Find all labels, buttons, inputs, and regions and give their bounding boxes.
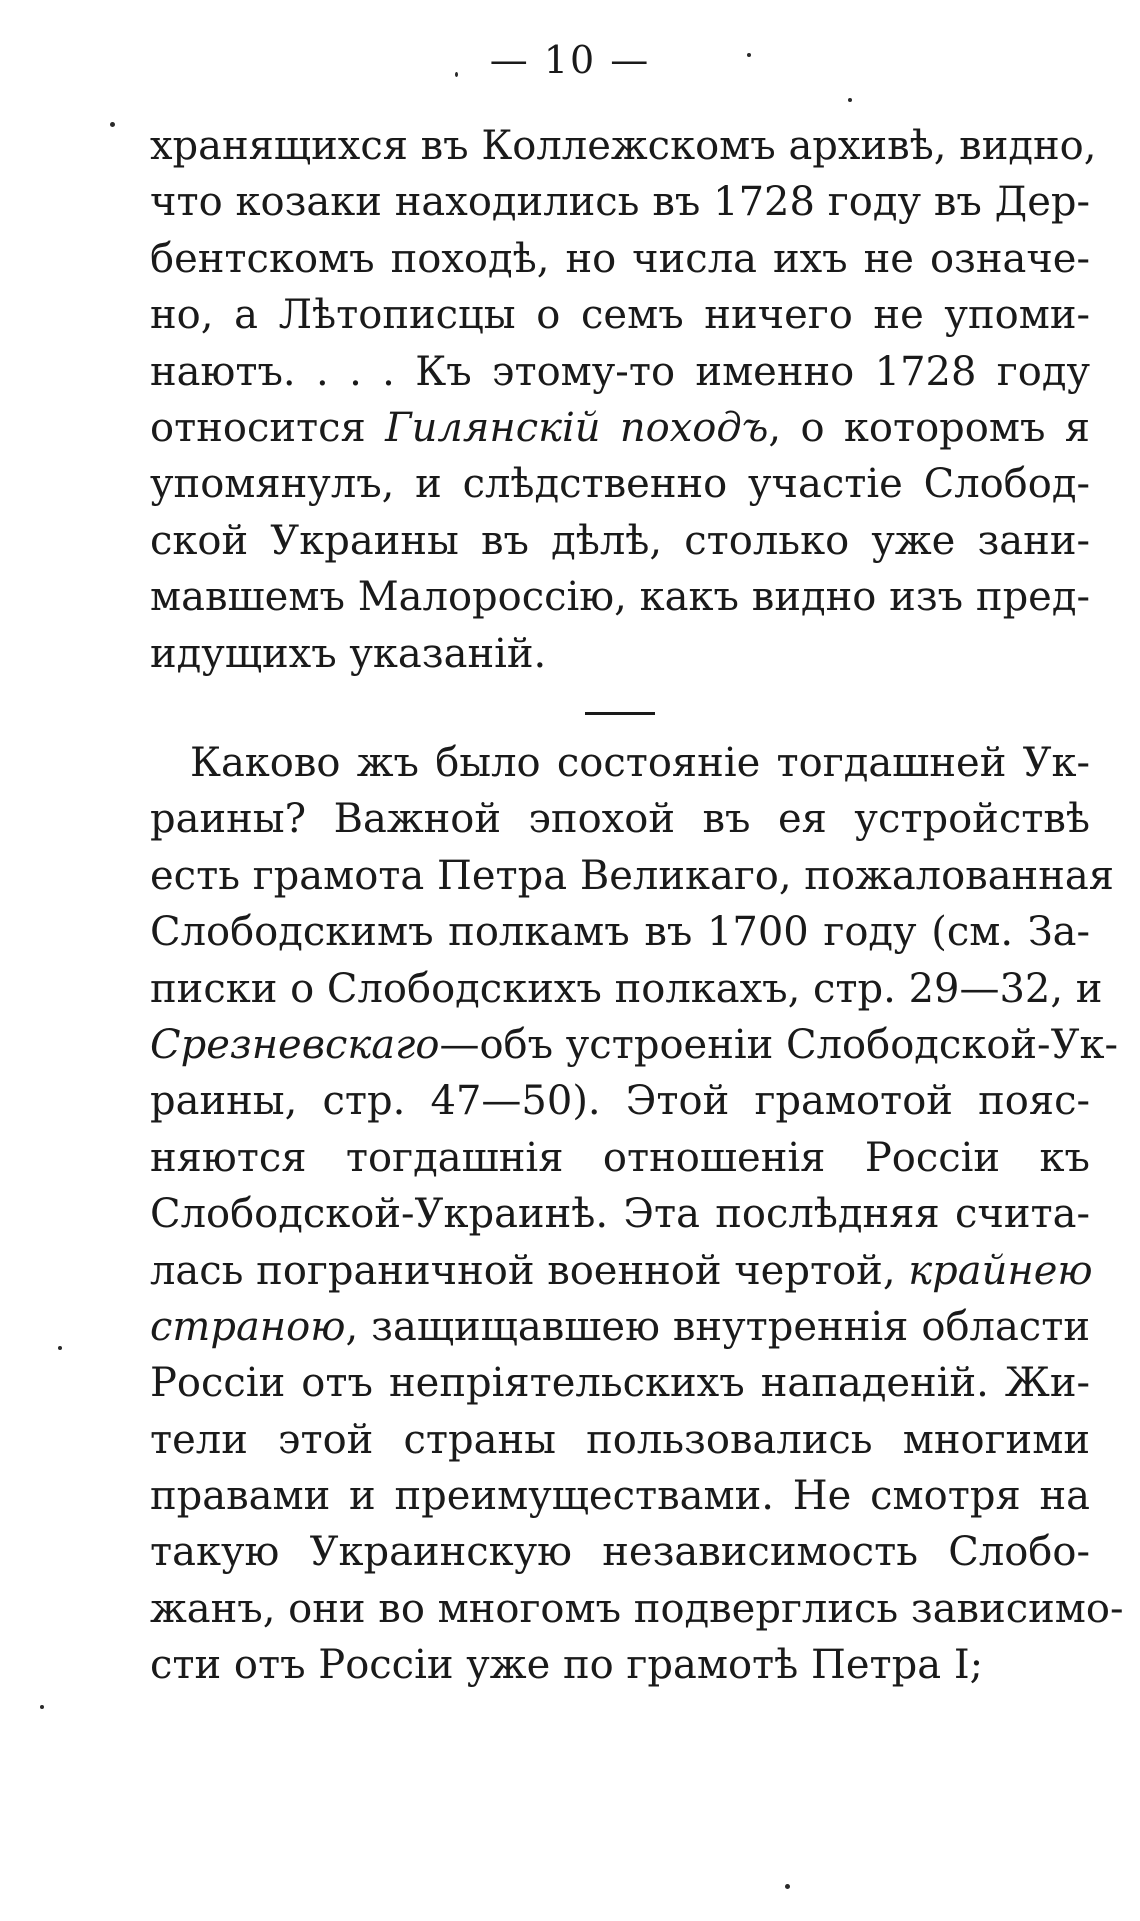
scan-speck	[110, 122, 115, 127]
text-line	[150, 400, 1090, 456]
paragraph-continuation	[150, 118, 1097, 682]
page-number: — 10 —	[489, 38, 651, 82]
text-line: раины? Важной эпохой въ ея устройствѣ	[150, 796, 1090, 843]
text-line: ской Украины въ дѣлѣ, столько уже зани-	[150, 517, 1090, 564]
scan-speck	[455, 72, 458, 77]
text-line: раины, стр. 47—50). Этой грамотой пояс-	[150, 1078, 1090, 1125]
text-line: Слободской-Украинѣ. Эта послѣдняя счита-	[150, 1191, 1090, 1238]
text-line: упомянулъ, и слѣдственно участіе Слобод-	[150, 461, 1090, 508]
text-line: но, а Лѣтописцы о семъ ничего не упоми-	[150, 292, 1090, 339]
scan-speck	[747, 53, 751, 57]
text-segment: , о которомъ я	[768, 404, 1091, 451]
scan-speck	[58, 1346, 62, 1350]
text-line: мавшемъ Малороссію, какъ видно изъ пред-	[150, 574, 1090, 621]
text-line: такую Украинскую независимость Слобо-	[150, 1529, 1090, 1576]
italic-phrase: крайнею	[908, 1247, 1093, 1294]
text-line: идущихъ указаній.	[150, 630, 547, 677]
section-divider	[585, 712, 655, 715]
italic-campaign-name: Гилянскій походъ	[385, 404, 769, 451]
text-line: Слободскимъ полкамъ въ 1700 году (см. За-	[150, 909, 1090, 956]
text-line: писки о Слободскихъ полкахъ, стр. 29—32, и	[150, 965, 1103, 1012]
text-segment: —объ устроеніи Слободской-Ук-	[439, 1021, 1118, 1068]
text-line: сти отъ Россіи уже по грамотѣ Петра I;	[150, 1642, 984, 1689]
text-line: няются тогдашнія отношенія Россіи къ	[150, 1134, 1090, 1181]
italic-phrase: страною	[150, 1303, 346, 1350]
text-line: тели этой страны пользовались многими	[150, 1416, 1090, 1463]
text-line: хранящихся въ Коллежскомъ архивѣ, видно,	[150, 123, 1097, 169]
text-segment: лась пограничной военной чертой,	[150, 1247, 909, 1294]
text-line	[150, 1017, 1118, 1073]
scan-speck	[40, 1705, 44, 1709]
italic-author-name: Срезневскаго	[150, 1021, 440, 1068]
text-line	[150, 1243, 1093, 1299]
paragraph-ukraine-state	[150, 735, 1124, 1694]
text-line: бентскомъ походѣ, но числа ихъ не означе-	[150, 235, 1090, 282]
text-line: Каково жъ было состояніе тогдашней Ук-	[190, 740, 1090, 786]
scan-speck	[785, 1884, 790, 1889]
text-line: правами и преимуществами. Не смотря на	[150, 1473, 1090, 1520]
text-line: что козаки находились въ 1728 году въ Дер-	[150, 179, 1090, 226]
text-line: наютъ. . . . Къ этому-то именно 1728 году	[150, 348, 1090, 395]
text-line: есть грамота Петра Великаго, пожалованная	[150, 852, 1114, 899]
text-line	[150, 1299, 1090, 1355]
text-segment: относится	[150, 404, 386, 451]
scan-speck	[848, 98, 852, 102]
text-line: жанъ, они во многомъ подверглись зависимо-	[150, 1585, 1124, 1632]
text-line: Россіи отъ непріятельскихъ нападеній. Жи-	[150, 1360, 1090, 1407]
text-segment: , защищавшею внутреннія области	[345, 1303, 1090, 1350]
